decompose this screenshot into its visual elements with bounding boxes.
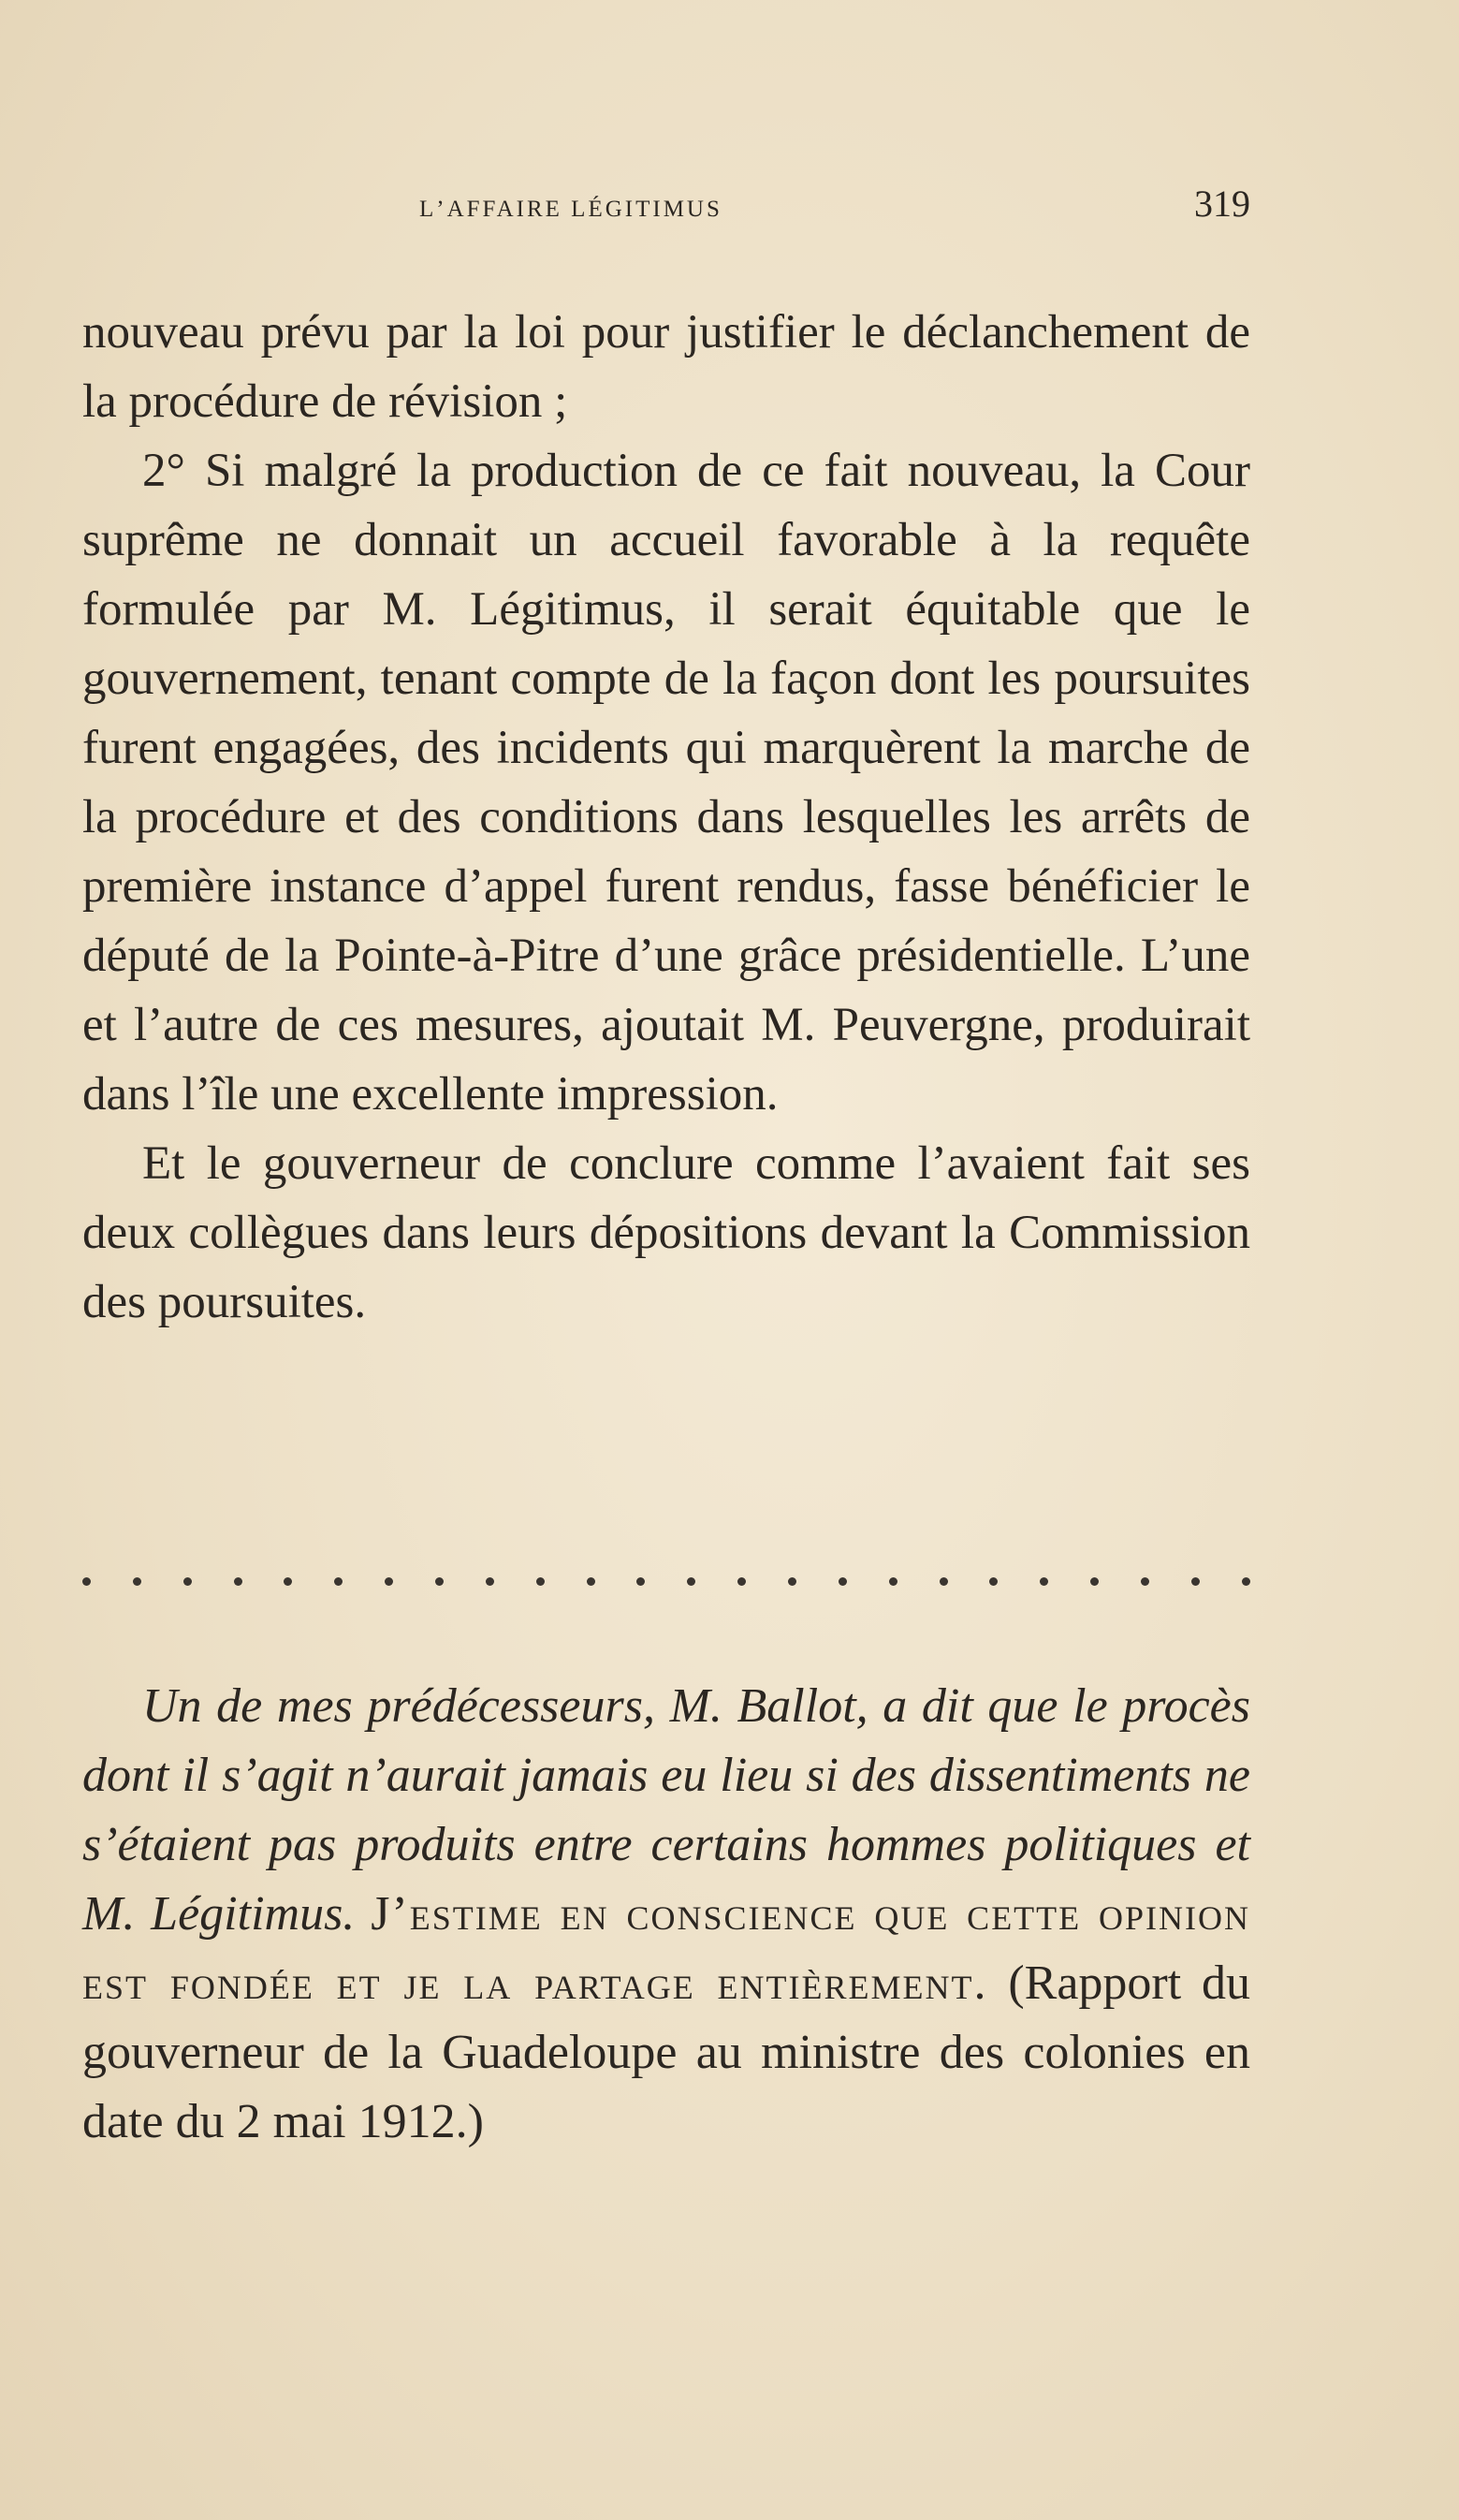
quote-italic: Un de mes prédécesseurs, M. Ballot, a dit que le procès dont il s’agit n’aurait jamais eu lieu si des dissentiments ne s’étaient pas produits entre certains hommes politiques et M. Légitimus.: [82, 1679, 1250, 1941]
page-number: 319: [1194, 183, 1250, 225]
paragraph-conclusion: Et le gouverneur de conclure comme l’avaient fait ses deux collègues dans leurs dépositions devant la Commission des poursuites.: [82, 1137, 1250, 1328]
paragraph-continuation: nouveau prévu par la loi pour justifier le déclanchement de la procédure de révision ;: [82, 306, 1250, 428]
paragraph-point-2: 2° Si malgré la production de ce fait nouveau, la Cour suprême ne donnait un accueil favorable à la requête formulée par M. Légitimus, il serait équitable que le gouvernement, tenant compte de la façon dont les poursuites furent engagées, des incidents qui marquèrent la marche de la procédure et des conditions dans lesquelles les arrêts de première instance d’appel furent rendus, fasse bénéficier le député de la Pointe-à-Pitre d’une grâce présidentielle. L’une et l’autre de ces mesures, ajoutait M. Peuvergne, produirait dans l’île une excellente impression.: [82, 445, 1250, 1121]
quote-small-caps: J’estime en conscience que cette opinion est fondée et je la partage entièrement.: [82, 1887, 1251, 2010]
quote-source: (Rapport du gouverneur de la Guadeloupe au ministre des colonies en date du 2 mai 1912.): [82, 1956, 1251, 2148]
quote-paragraph: [82, 1672, 1250, 2157]
page-header: [82, 185, 1250, 232]
body-text: [82, 298, 1250, 1337]
quoted-report: [82, 1672, 1250, 2157]
running-head: l’affaire légitimus: [419, 186, 722, 224]
ellipsis-separator: [82, 1577, 1250, 1586]
